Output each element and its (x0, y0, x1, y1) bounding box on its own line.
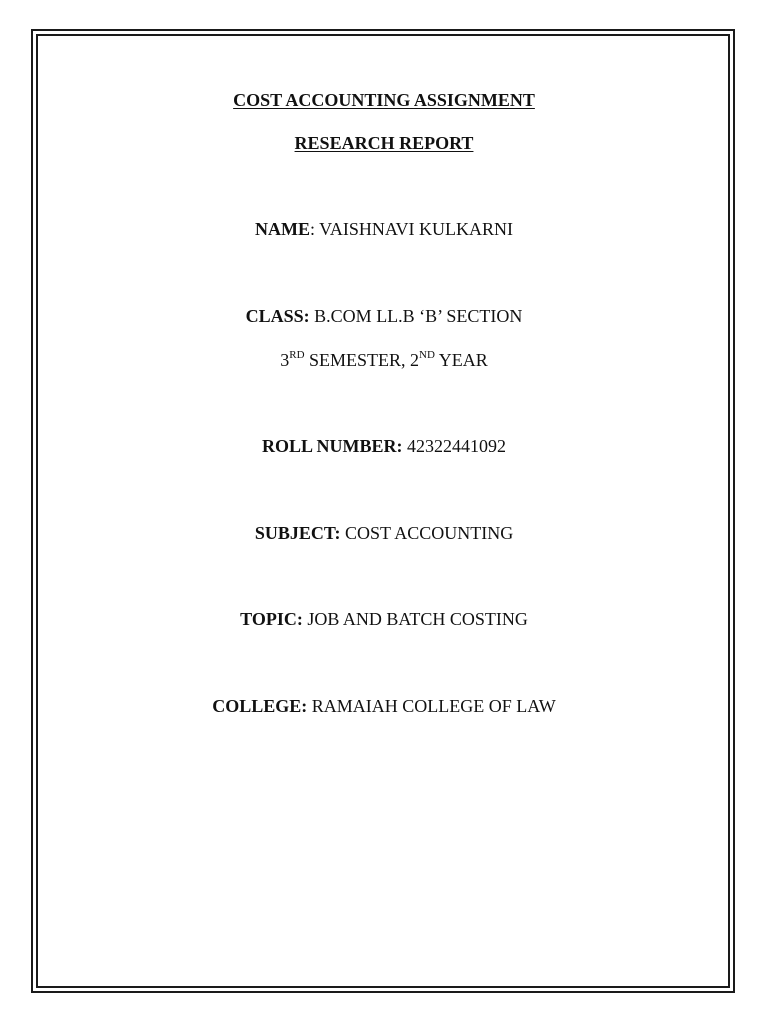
subject-label: SUBJECT: (254, 523, 341, 543)
name-separator: : (309, 219, 320, 239)
semester-suffix: RD (289, 349, 305, 361)
name-value: VAISHNAVI KULKARNI (319, 219, 514, 239)
document-subtitle: RESEARCH REPORT (294, 133, 474, 153)
roll-number-value: 42322441092 (407, 436, 506, 456)
class-line (0, 305, 768, 327)
year-text: YEAR (434, 350, 488, 370)
semester-line (0, 349, 768, 371)
roll-number-label: ROLL NUMBER: (261, 436, 403, 456)
college-value: RAMAIAH COLLEGE OF LAW (311, 696, 556, 716)
college-label: COLLEGE: (212, 696, 308, 716)
subject-line (0, 522, 768, 544)
document-title: COST ACCOUNTING ASSIGNMENT (233, 90, 535, 110)
name-line (0, 218, 768, 240)
class-value: B.COM LL.B ‘B’ SECTION (314, 306, 523, 326)
name-label: NAME (254, 219, 310, 239)
topic-line (0, 608, 768, 630)
semester-text: SEMESTER, (304, 350, 411, 370)
topic-value: JOB AND BATCH COSTING (307, 609, 528, 629)
page-border-inner (36, 34, 730, 988)
year-number: 2 (410, 350, 420, 370)
class-label: CLASS: (245, 306, 310, 326)
college-line (0, 695, 768, 717)
subject-value: COST ACCOUNTING (345, 523, 514, 543)
roll-number-line (0, 435, 768, 457)
topic-label: TOPIC: (240, 609, 303, 629)
semester-number: 3 (280, 350, 290, 370)
year-suffix: ND (419, 349, 435, 361)
